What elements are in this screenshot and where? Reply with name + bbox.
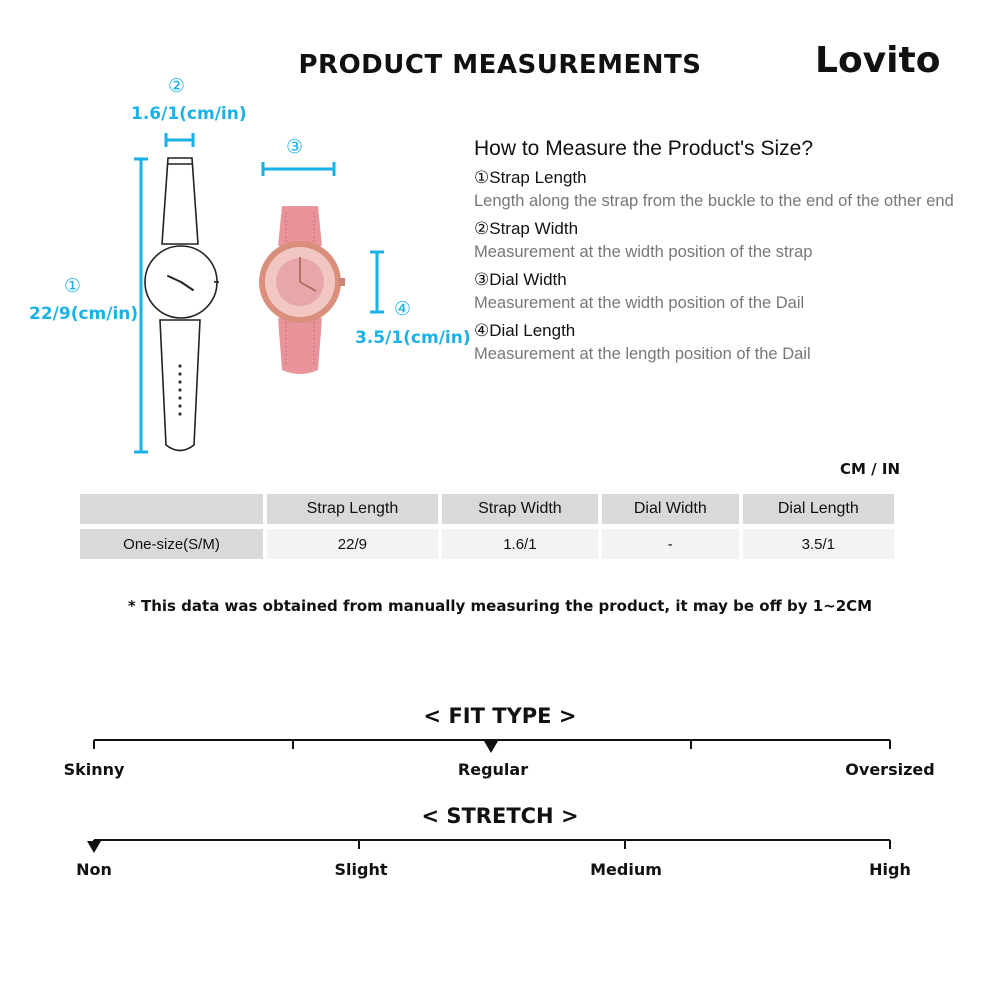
dial-length-value: 3.5/1(cm/in)	[355, 328, 471, 348]
dial-length-marker	[370, 252, 384, 312]
table-header-cell: Strap Length	[267, 494, 438, 524]
stretch-label-high: High	[869, 860, 911, 879]
strap-width-number: ②	[168, 75, 186, 97]
guide-item-label: ②Strap Width	[474, 219, 579, 238]
measurement-diagram	[0, 0, 470, 470]
measurement-guide	[474, 137, 954, 367]
fit-type-scale	[0, 730, 1000, 760]
strap-length-value: 22/9(cm/in)	[29, 304, 139, 324]
strap-length-number: ①	[64, 275, 82, 297]
guide-item-label: ④Dial Length	[474, 321, 576, 340]
stretch-scale	[0, 830, 1000, 860]
fit-label-oversized: Oversized	[845, 760, 935, 779]
strap-width-marker	[166, 133, 193, 147]
stretch-indicator	[87, 841, 101, 853]
guide-heading: How to Measure the Product's Size?	[474, 137, 814, 160]
page-title: PRODUCT MEASUREMENTS	[298, 50, 702, 80]
table-header-cell: Strap Width	[442, 494, 598, 524]
dial-width-number: ③	[286, 136, 304, 158]
dial-width-marker	[263, 162, 334, 176]
table-cell: 22/9	[267, 529, 438, 559]
table-header-cell: Dial Length	[743, 494, 894, 524]
stretch-label-non: Non	[76, 860, 112, 879]
fit-type-indicator	[484, 741, 498, 753]
guide-item-label: ①Strap Length	[474, 168, 587, 187]
fit-label-skinny: Skinny	[63, 760, 125, 779]
measurement-note: * This data was obtained from manually measuring the product, it may be off by 1~2CM	[127, 597, 873, 615]
guide-item-desc: Measurement at the length position of the Dail	[474, 345, 811, 363]
stretch-label-slight: Slight	[334, 860, 388, 879]
unit-label: CM / IN	[840, 460, 900, 478]
table-cell: 3.5/1	[743, 529, 894, 559]
guide-item-label: ③Dial Width	[474, 270, 567, 289]
table-header-cell: Dial Width	[602, 494, 739, 524]
strap-width-value: 1.6/1(cm/in)	[131, 104, 247, 124]
table-row	[80, 529, 894, 559]
table-header-row	[80, 494, 894, 524]
table-cell: One-size(S/M)	[80, 529, 263, 559]
fit-type-title: < FIT TYPE >	[423, 704, 577, 728]
table-header-cell	[80, 494, 263, 524]
pink-watch	[259, 206, 345, 374]
guide-item-desc: Measurement at the width position of the Dail	[474, 294, 805, 312]
outline-watch	[145, 158, 219, 451]
fit-label-regular: Regular	[457, 760, 529, 779]
guide-item-desc: Length along the strap from the buckle to the end of the other end	[474, 192, 954, 210]
table-cell: -	[602, 529, 739, 559]
stretch-label-medium: Medium	[590, 860, 662, 879]
stretch-title: < STRETCH >	[421, 804, 579, 828]
table-cell: 1.6/1	[442, 529, 598, 559]
dial-length-number: ④	[394, 298, 412, 320]
guide-item-desc: Measurement at the width position of the strap	[474, 243, 813, 261]
size-table	[76, 494, 898, 559]
brand-logo: Lovito	[815, 40, 941, 81]
